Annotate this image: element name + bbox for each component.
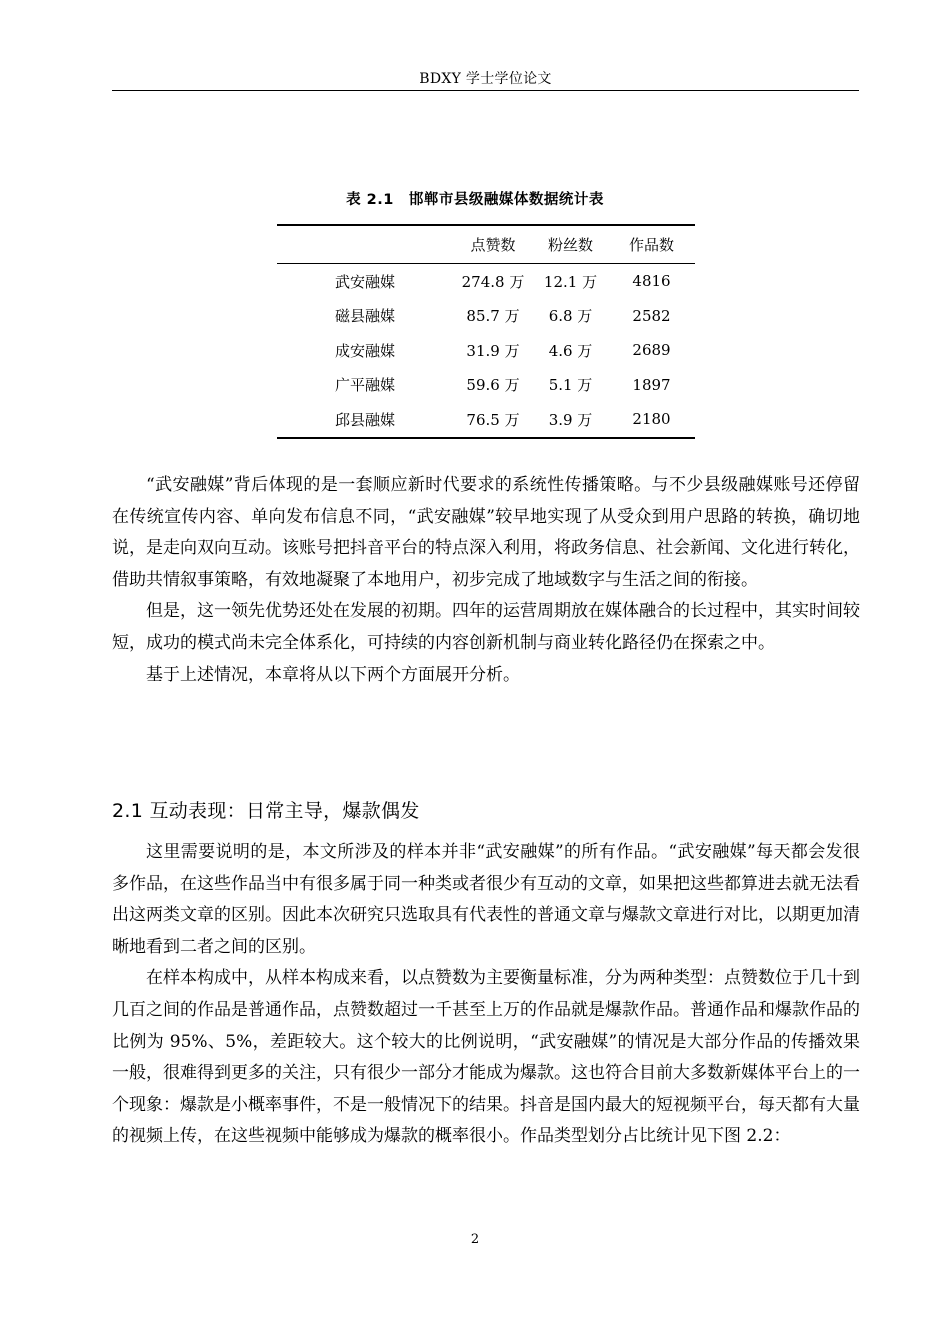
table-cell-likes: 76.5 万: [466, 410, 520, 429]
table-cell-followers: 4.6 万: [548, 341, 593, 360]
table-cell-account: 磁县融媒: [334, 307, 395, 326]
body-paragraph: 基于上述情况，本章将从以下两个方面展开分析。: [146, 664, 520, 685]
header-rule: [112, 90, 859, 91]
body-paragraph: 这里需要说明的是，本文所涉及的样本并非“武安融媒”的所有作品。“武安融媒”每天都会发很多作品，在这些作品当中有很多属于同一种类或者很少有互动的文章，如果把这些都算进去就无法看出这两类文章的区别。因此本次研究只选取具有代表性的普通文章与爆款文章进行对比，以期更加清晰地看到二者之间的区别。: [112, 842, 860, 957]
page-number: 2: [470, 1232, 480, 1247]
table-header-row: [277, 225, 695, 264]
table-cell-works: 2689: [632, 341, 671, 360]
body-paragraph: “武安融媒”背后体现的是一套顺应新时代要求的系统性传播策略。与不少县级融媒账号还停留在传统宣传内容、单向发布信息不同，“武安融媒”较早地实现了从受众到用户思路的转换，确切地说，是走向双向互动。该账号把抖音平台的特点深入利用，将政务信息、社会新闻、文化进行转化，借助共情叙事策略，有效地凝聚了本地用户，初步完成了地域数字与生活之间的衔接。: [112, 475, 860, 590]
table-cell-followers: 3.9 万: [548, 410, 593, 429]
table-header-cell: [277, 225, 453, 264]
table-cell-likes: 274.8 万: [461, 272, 525, 291]
table-row: [277, 402, 695, 438]
body-text-block: [112, 837, 860, 1153]
table-cell-likes: 31.9 万: [466, 341, 520, 360]
body-paragraph: 在样本构成中，从样本构成来看，以点赞数为主要衡量标准，分为两种类型：点赞数位于几十到几百之间的作品是普通作品，点赞数超过一千甚至上万的作品就是爆款作品。普通作品和爆款作品的比例为 95%、5%，差距较大。这个较大的比例说明，“武安融媒”的情况是大部分作品的传播效果一般，很难得到更多的关注，只有很少一部分才能成为爆款。这也符合目前大多数新媒体平台上的一个现象：爆款是小概率事件，不是一般情况下的结果。抖音是国内最大的短视频平台，每天都有大量的视频上传，在这些视频中能够成为爆款的概率很小。作品类型划分占比统计见下图 2.2：: [112, 968, 860, 1147]
table-header-likes: 点赞数: [470, 236, 516, 254]
table-cell-followers: 12.1 万: [543, 272, 598, 291]
table-row: [277, 299, 695, 334]
table-cell-works: 4816: [632, 272, 671, 291]
table-cell-works: 1897: [632, 375, 671, 394]
table-cell-account: 邱县融媒: [334, 410, 395, 429]
table-caption: 表 2.1 邯郸市县级融媒体数据统计表: [346, 192, 604, 208]
table-row: [277, 264, 695, 299]
table-row: [277, 333, 695, 368]
table-cell-account: 成安融媒: [334, 341, 395, 360]
table-cell-likes: 59.6 万: [466, 376, 520, 395]
table-cell-works: 2180: [632, 410, 671, 429]
body-paragraph: 但是，这一领先优势还处在发展的初期。四年的运营周期放在媒体融合的长过程中，其实时间较短，成功的模式尚未完全体系化，可持续的内容创新机制与商业转化路径仍在探索之中。: [112, 601, 860, 653]
section-heading: 2.1 互动表现：日常主导，爆款偶发: [112, 800, 420, 822]
table-row: [277, 368, 695, 403]
running-header: BDXY 学士学位论文: [419, 71, 552, 87]
table-cell-account: 武安融媒: [334, 272, 395, 291]
table-cell-account: 广平融媒: [334, 376, 395, 395]
table-header-followers: 粉丝数: [547, 236, 593, 254]
table-cell-works: 2582: [632, 306, 671, 325]
table-cell-followers: 5.1 万: [548, 376, 593, 395]
table-cell-likes: 85.7 万: [466, 307, 520, 326]
table-header-works: 作品数: [628, 236, 674, 254]
statistics-table: [277, 224, 695, 439]
body-text-block: [112, 470, 860, 691]
table-cell-followers: 6.8 万: [548, 307, 593, 326]
